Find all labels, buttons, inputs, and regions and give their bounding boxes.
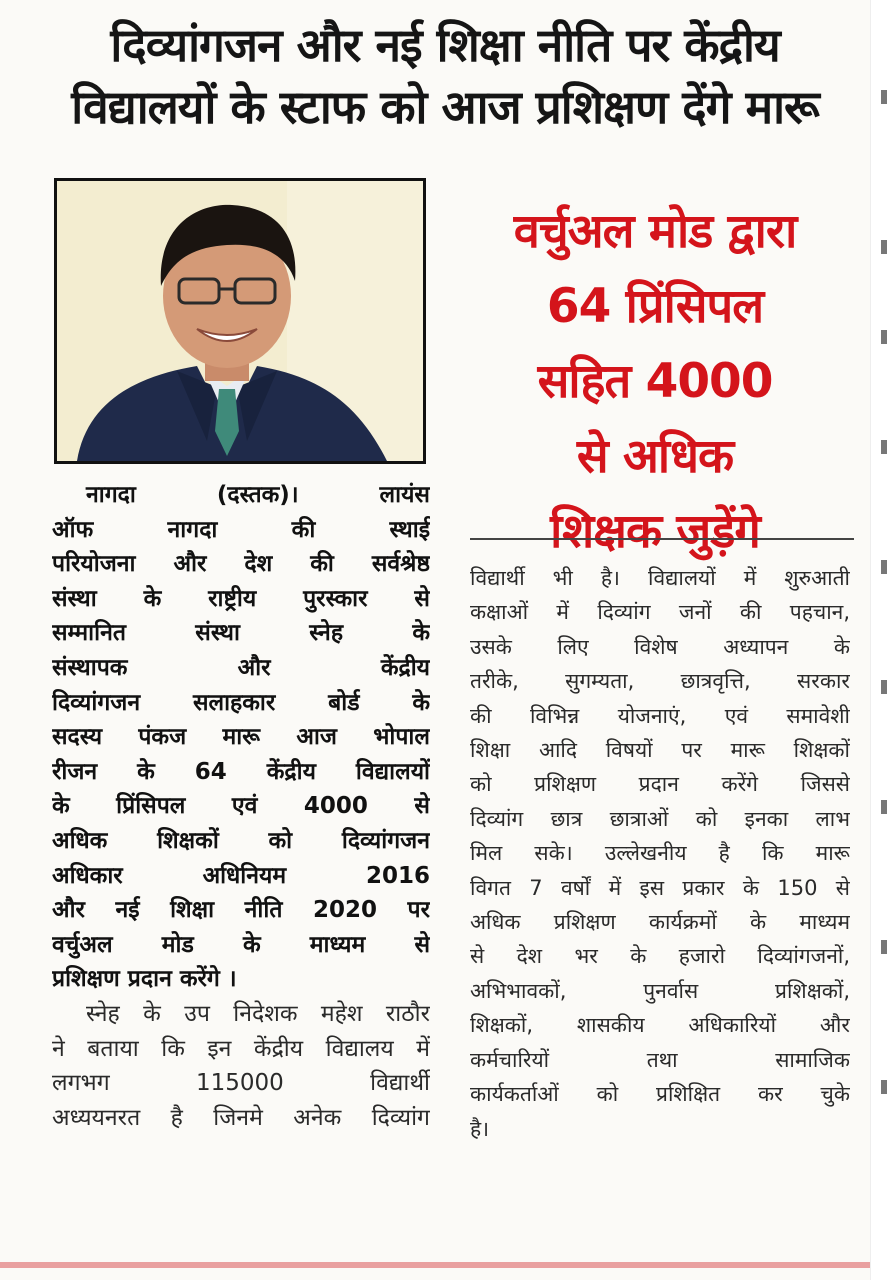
text-line: स्नेह के उप निदेशक महेश राठौर xyxy=(86,1000,430,1027)
text-line: ने बताया कि इन केंद्रीय विद्यालय में xyxy=(52,1035,430,1062)
text-line: को प्रशिक्षण प्रदान करेंगे जिससे xyxy=(470,772,850,797)
text-line: अभिभावकों, पुनर्वास प्रशिक्षकों, xyxy=(470,978,850,1003)
text-line: दिव्यांगजन सलाहकार बोर्ड के xyxy=(52,689,430,716)
text-line: विगत 7 वर्षों में इस प्रकार के 150 से xyxy=(470,875,850,900)
text-line: और नई शिक्षा नीति 2020 पर xyxy=(52,897,430,924)
text-line: सदस्य पंकज मारू आज भोपाल xyxy=(52,724,430,751)
red-subheading-line: से अधिक xyxy=(576,429,734,484)
text-line: ऑफ नागदा की स्थाई xyxy=(52,516,430,543)
text-line: वर्चुअल मोड के माध्यम से xyxy=(52,931,430,958)
text-line: अध्ययनरत है जिनमे अनेक दिव्यांग xyxy=(52,1104,430,1131)
bottom-divider xyxy=(0,1262,896,1268)
text-line: नागदा (दस्तक)। लायंस xyxy=(86,482,430,508)
red-subheading-line: सहित 4000 xyxy=(537,354,773,409)
text-line: सम्मानित संस्था स्नेह के xyxy=(52,620,430,647)
text-line: दिव्यांग छात्र छात्राओं को इनका लाभ xyxy=(470,806,850,831)
portrait-photo xyxy=(54,178,426,464)
text-line: अधिक प्रशिक्षण कार्यक्रमों के माध्यम xyxy=(470,910,850,935)
text-line: है। xyxy=(470,1116,490,1141)
text-line: कर्मचारियों तथा सामाजिक xyxy=(470,1047,850,1072)
text-line: शिक्षा आदि विषयों पर मारू शिक्षकों xyxy=(470,738,850,763)
text-line: कक्षाओं में दिव्यांग जनों की पहचान, xyxy=(470,600,850,625)
text-line: लगभग 115000 विद्यार्थी xyxy=(52,1070,430,1097)
headline-line-2: विद्यालयों के स्टाफ को आज प्रशिक्षण देंगे मारू xyxy=(71,80,819,134)
left-column xyxy=(52,478,430,1135)
text-line: परियोजना और देश की सर्वश्रेष्ठ xyxy=(52,551,430,578)
headline-line-1: दिव्यांगजन और नई शिक्षा नीति पर केंद्रीय xyxy=(110,18,780,72)
headline xyxy=(40,14,850,138)
text-line: तरीके, सुगम्यता, छात्रवृत्ति, सरकार xyxy=(470,669,850,694)
text-line: के प्रिंसिपल एवं 4000 से xyxy=(52,793,430,820)
red-subheading-line: वर्चुअल मोड द्वारा xyxy=(513,204,797,259)
text-line: से देश भर के हजारो दिव्यांगजनों, xyxy=(470,944,850,969)
body-paragraph xyxy=(52,997,430,1135)
portrait-illustration xyxy=(57,181,423,461)
text-line: प्रशिक्षण प्रदान करेंगे । xyxy=(52,966,237,993)
red-subheading xyxy=(455,194,855,569)
text-line: संस्था के राष्ट्रीय पुरस्कार से xyxy=(52,585,430,612)
text-line: विद्यार्थी भी है। विद्यालयों में शुरुआती xyxy=(470,566,850,590)
text-line: कार्यकर्ताओं को प्रशिक्षित कर चुके xyxy=(470,1082,850,1107)
text-line: उसके लिए विशेष अध्यापन के xyxy=(470,634,850,659)
text-line: संस्थापक और केंद्रीय xyxy=(52,654,430,681)
text-line: रीजन के 64 केंद्रीय विद्यालयों xyxy=(52,758,430,785)
section-rule xyxy=(470,538,854,540)
red-subheading-line: शिक्षक जुड़ेंगे xyxy=(550,504,760,559)
text-line: अधिकार अधिनियम 2016 xyxy=(52,862,430,889)
text-line: अधिक शिक्षकों को दिव्यांगजन xyxy=(52,827,430,854)
right-column xyxy=(470,561,850,1146)
lead-paragraph xyxy=(52,478,430,997)
text-line: की विभिन्न योजनाएं, एवं समावेशी xyxy=(470,703,850,728)
text-line: शिक्षकों, शासकीय अधिकारियों और xyxy=(470,1013,850,1038)
text-line: मिल सके। उल्लेखनीय है कि मारू xyxy=(470,841,850,866)
red-subheading-line: 64 प्रिंसिपल xyxy=(546,279,764,334)
adjacent-column-edge xyxy=(870,0,896,1280)
